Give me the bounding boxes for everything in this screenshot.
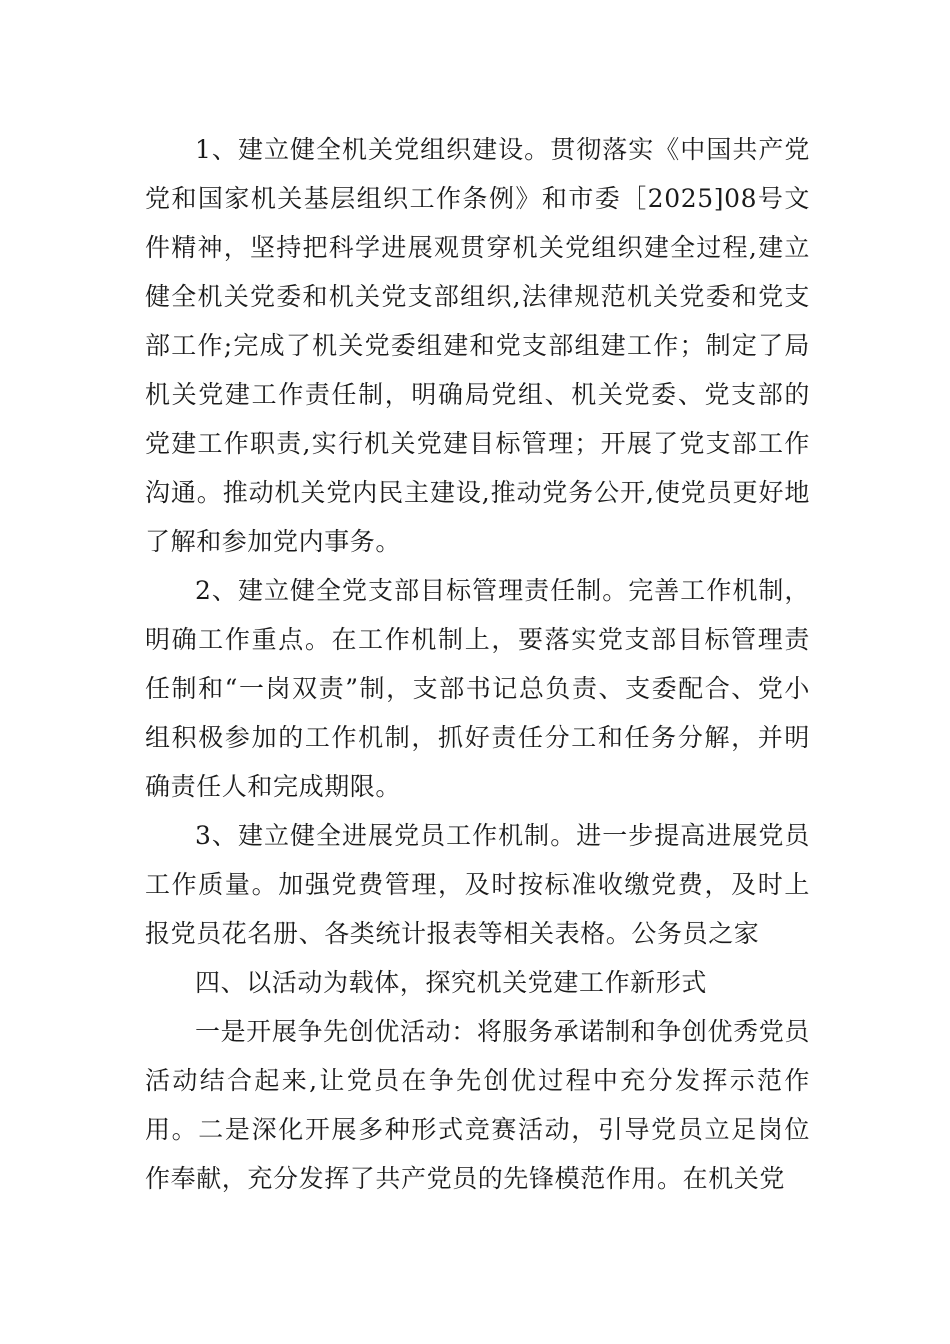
document-body xyxy=(145,125,810,1203)
paragraph-competition-activities: 一是开展争先创优活动：将服务承诺制和争创优秀党员活动结合起来,让党员在争先创优过程中充分发挥示范作用。二是深化开展多种形式竞赛活动，引导党员立足岗位作奉献，充分发挥了共产党员的先锋模范作用。在机关党 xyxy=(145,1017,810,1193)
paragraph-party-organization: 1、建立健全机关党组织建设。贯彻落实《中国共产党党和国家机关基层组织工作条例》和市委［2025]08号文件精神，坚持把科学进展观贯穿机关党组织建全过程,建立健全机关党委和机关党支部组织,法律规范机关党委和党支部工作;完成了机关党委组建和党支部组建工作；制定了局机关党建工作责任制，明确局党组、机关党委、党支部的党建工作职责,实行机关党建目标管理；开展了党支部工作沟通。推动机关党内民主建设,推动党务公开,使党员更好地了解和参加党内事务。 xyxy=(145,135,810,556)
section-heading-activities: 四、以活动为载体，探究机关党建工作新形式 xyxy=(195,968,708,997)
paragraph-branch-responsibility: 2、建立健全党支部目标管理责任制。完善工作机制，明确工作重点。在工作机制上，要落实党支部目标管理责任制和“一岗双责”制，支部书记总负责、支委配合、党小组积极参加的工作机制，抓好责任分工和任务分解，并明确责任人和完成期限。 xyxy=(145,576,810,801)
paragraph-member-mechanism: 3、建立健全进展党员工作机制。进一步提高进展党员工作质量。加强党费管理，及时按标准收缴党费，及时上报党员花名册、各类统计报表等相关表格。公务员之家 xyxy=(145,821,810,948)
